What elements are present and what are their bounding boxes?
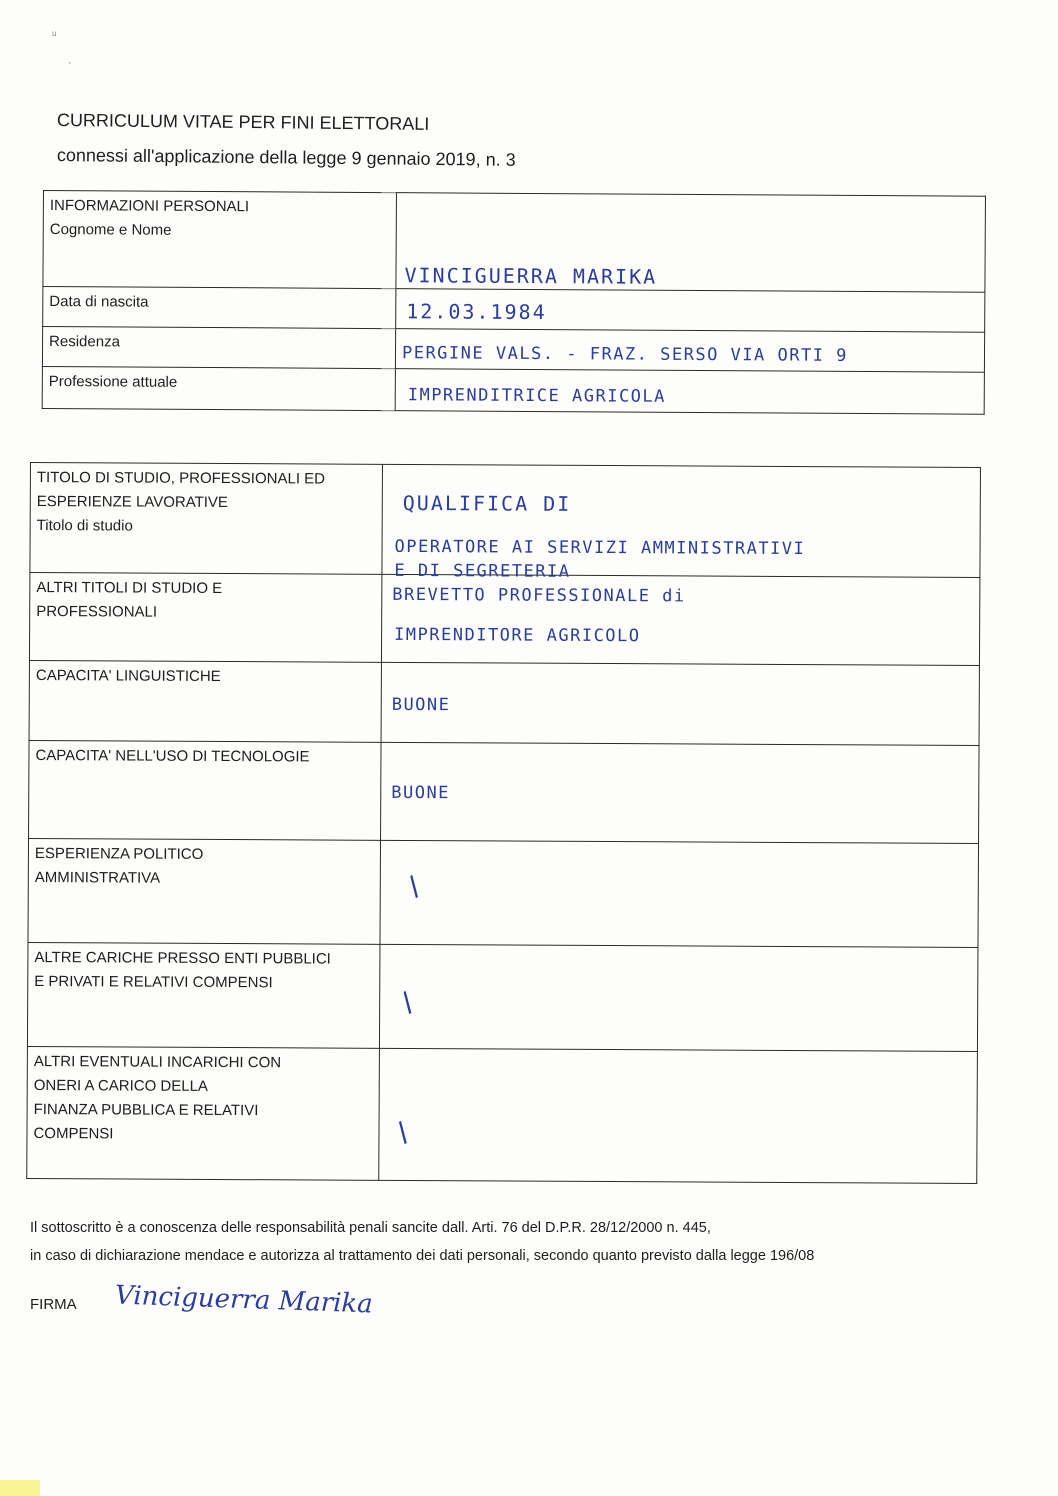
declaration-line-1: Il sottoscritto è a conoscenza delle responsabilità penali sancite dall. Arti. 76 del D.P.R. 28/12/2000 n. 445,	[30, 1220, 711, 1236]
title-value-line3: E DI SEGRETERIA	[394, 560, 571, 582]
profession-label-cell	[42, 366, 395, 410]
political-label-2: AMMINISTRATIVA	[34, 869, 161, 887]
profession-label: Professione attuale	[48, 373, 178, 391]
studies-table	[26, 462, 981, 1184]
tech-label-cell	[29, 740, 382, 840]
name-value: VINCIGUERRA MARIKA	[404, 263, 658, 289]
title-label: Titolo di studio	[36, 517, 133, 535]
charges-label-2: E PRIVATI E RELATIVI COMPENSI	[34, 973, 273, 992]
tech-value: BUONE	[391, 782, 451, 804]
scan-speck: ·	[68, 55, 72, 69]
profession-value: IMPRENDITRICE AGRICOLA	[407, 385, 666, 407]
signature-label: FIRMA	[30, 1296, 77, 1313]
section-label-studies-2: ESPERIENZE LAVORATIVE	[36, 493, 229, 512]
document-subtitle: connessi all'applicazione della legge 9 gennaio 2019, n. 3	[56, 145, 516, 170]
other-titles-value-cell	[381, 574, 979, 665]
assignments-label-4: COMPENSI	[33, 1125, 114, 1143]
political-label-1: ESPERIENZA POLITICO	[34, 845, 204, 863]
language-value-cell	[381, 662, 979, 745]
section-label-personal: INFORMAZIONI PERSONALI	[49, 197, 250, 216]
assignments-value: /	[391, 1117, 416, 1150]
document-title: CURRICULUM VITAE PER FINI ELETTORALI	[56, 110, 430, 134]
birth-label-cell	[43, 287, 396, 329]
assignments-label-1: ALTRI EVENTUALI INCARICHI CON	[33, 1053, 282, 1072]
name-value-cell	[396, 193, 986, 293]
language-label: CAPACITA' LINGUISTICHE	[35, 667, 221, 686]
other-titles-value-2: IMPRENDITORE AGRICOLO	[394, 624, 641, 647]
birth-value: 12.03.1984	[406, 299, 547, 325]
title-value-line2: OPERATORE AI SERVIZI AMMINISTRATIVI	[394, 536, 806, 560]
declaration-line-2: in caso di dichiarazione mendace e autorizza al trattamento dei dati personali, secondo quanto previsto dalla legge 196/08	[30, 1248, 815, 1264]
profession-value-cell	[395, 369, 984, 415]
title-label-cell	[30, 463, 383, 575]
name-label-cell	[43, 191, 397, 289]
section-label-studies-1: TITOLO DI STUDIO, PROFESSIONALI ED	[36, 469, 326, 488]
assignments-label-3: FINANZA PUBBLICA E RELATIVI	[33, 1101, 259, 1120]
charges-value: /	[396, 987, 420, 1020]
residence-value: PERGINE VALS. - FRAZ. SERSO VIA ORTI 9	[401, 343, 849, 366]
residence-label: Residenza	[49, 333, 121, 351]
assignments-value-cell	[379, 1048, 978, 1183]
tech-value-cell	[381, 742, 980, 843]
scan-speck: ᵘ	[52, 28, 57, 42]
other-titles-label-2: PROFESSIONALI	[36, 603, 158, 621]
political-label-cell	[28, 838, 381, 944]
charges-label-cell	[27, 942, 380, 1048]
residence-label-cell	[42, 327, 395, 369]
birth-label: Data di nascita	[49, 293, 149, 311]
tech-label: CAPACITA' NELL'USO DI TECNOLOGIE	[35, 747, 310, 766]
handwritten-signature: Vinciguerra Marika	[114, 1280, 374, 1320]
charges-label-1: ALTRE CARICHE PRESSO ENTI PUBBLICI	[34, 949, 331, 968]
other-titles-value-1: BREVETTO PROFESSIONALE di	[392, 584, 686, 607]
assignments-label-2: ONERI A CARICO DELLA	[33, 1077, 209, 1095]
other-titles-label-1: ALTRI TITOLI DI STUDIO E	[36, 579, 223, 598]
language-label-cell	[29, 660, 381, 742]
other-titles-label-cell	[29, 573, 381, 663]
political-value-cell	[380, 840, 979, 947]
title-value-line1: QUALIFICA DI	[402, 490, 572, 516]
birth-value-cell	[396, 289, 985, 333]
title-value-cell	[382, 464, 981, 582]
language-value: BUONE	[391, 694, 451, 716]
residence-value-cell	[395, 329, 984, 373]
name-label: Cognome e Nome	[49, 221, 172, 239]
charges-value-cell	[379, 944, 978, 1051]
assignments-label-cell	[27, 1046, 380, 1180]
personal-info-table	[42, 190, 986, 415]
political-value: /	[402, 871, 427, 904]
scan-highlight-mark	[0, 1480, 40, 1496]
